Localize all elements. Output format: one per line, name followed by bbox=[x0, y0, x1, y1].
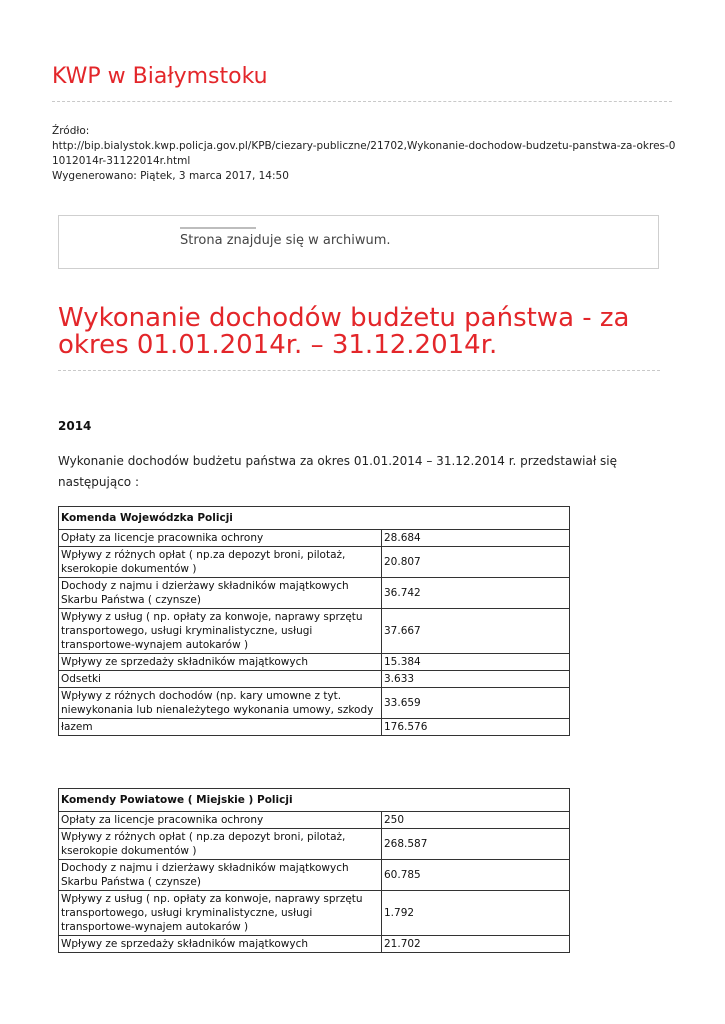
row-label: Wpływy z usług ( np. opłaty za konwoje, naprawy sprzętu transportowego, usługi kryminalistyczne, usługi transportowe-wynajem autokarów ) bbox=[59, 609, 382, 654]
table-row bbox=[59, 671, 570, 688]
row-value: 20.807 bbox=[382, 547, 570, 578]
row-label: Opłaty za licencje pracownika ochrony bbox=[59, 812, 382, 829]
table-row bbox=[59, 609, 570, 654]
table-row bbox=[59, 547, 570, 578]
table-body bbox=[59, 530, 570, 736]
row-label: Wpływy z różnych dochodów (np. kary umowne z tyt. niewykonania lub nienależytego wykonania umowy, szkody bbox=[59, 688, 382, 719]
table-header: Komendy Powiatowe ( Miejskie ) Policji bbox=[59, 789, 570, 812]
row-value: 21.702 bbox=[382, 936, 570, 953]
archive-text: Strona znajduje się w archiwum. bbox=[180, 233, 391, 248]
page-title: Wykonanie dochodów budżetu państwa - za okres 01.01.2014r. – 31.12.2014r. bbox=[58, 303, 630, 360]
row-label: Opłaty za licencje pracownika ochrony bbox=[59, 530, 382, 547]
source-label: Źródło: bbox=[52, 125, 90, 137]
row-label: Wpływy z usług ( np. opłaty za konwoje, naprawy sprzętu transportowego, usługi kryminalistyczne, usługi transportowe-wynajem autokarów ) bbox=[59, 891, 382, 936]
row-value: 33.659 bbox=[382, 688, 570, 719]
row-label: Dochody z najmu i dzierżawy składników majątkowych Skarbu Państwa ( czynsze) bbox=[59, 578, 382, 609]
table-row bbox=[59, 688, 570, 719]
row-value: 37.667 bbox=[382, 609, 570, 654]
row-value: 28.684 bbox=[382, 530, 570, 547]
table-row bbox=[59, 578, 570, 609]
row-value: 268.587 bbox=[382, 829, 570, 860]
generated-date: Wygenerowano: Piątek, 3 marca 2017, 14:50 bbox=[52, 170, 289, 182]
source-url[interactable]: http://bip.bialystok.kwp.policja.gov.pl/KPB/ciezary-publiczne/21702,Wykonanie-dochodow-budzetu-panstwa-za-okres-01012014r-31122014r.html bbox=[52, 140, 676, 167]
kwp-income-table bbox=[58, 506, 570, 736]
table-header: Komenda Wojewódzka Policji bbox=[59, 507, 570, 530]
archive-bar bbox=[180, 227, 256, 229]
table-row bbox=[59, 812, 570, 829]
row-label: Wpływy ze sprzedaży składników majątkowych bbox=[59, 654, 382, 671]
table-body bbox=[59, 812, 570, 953]
row-value: 60.785 bbox=[382, 860, 570, 891]
row-label: Wpływy ze sprzedaży składników majątkowych bbox=[59, 936, 382, 953]
row-value: 3.633 bbox=[382, 671, 570, 688]
source-meta bbox=[52, 124, 677, 184]
year-heading: 2014 bbox=[58, 419, 92, 433]
row-value: 176.576 bbox=[382, 719, 570, 736]
site-title[interactable]: KWP w Białymstoku bbox=[52, 64, 268, 89]
row-label: Wpływy z różnych opłat ( np.za depozyt broni, pilotaż, kserokopie dokumentów ) bbox=[59, 547, 382, 578]
title-divider bbox=[58, 370, 660, 371]
row-value: 1.792 bbox=[382, 891, 570, 936]
table-row bbox=[59, 860, 570, 891]
row-label: Wpływy z różnych opłat ( np.za depozyt broni, pilotaż, kserokopie dokumentów ) bbox=[59, 829, 382, 860]
row-label: Dochody z najmu i dzierżawy składników majątkowych Skarbu Państwa ( czynsze) bbox=[59, 860, 382, 891]
row-label: Odsetki bbox=[59, 671, 382, 688]
table-row bbox=[59, 654, 570, 671]
row-value: 15.384 bbox=[382, 654, 570, 671]
table-row bbox=[59, 719, 570, 736]
kpp-income-table bbox=[58, 788, 570, 953]
table-row bbox=[59, 829, 570, 860]
table-row bbox=[59, 891, 570, 936]
table-row bbox=[59, 530, 570, 547]
row-value: 250 bbox=[382, 812, 570, 829]
header-divider bbox=[52, 101, 672, 102]
intro-paragraph: Wykonanie dochodów budżetu państwa za okres 01.01.2014 – 31.12.2014 r. przedstawiał się następująco : bbox=[58, 454, 618, 489]
table-row bbox=[59, 936, 570, 953]
row-label: łazem bbox=[59, 719, 382, 736]
archive-notice bbox=[58, 215, 659, 269]
row-value: 36.742 bbox=[382, 578, 570, 609]
